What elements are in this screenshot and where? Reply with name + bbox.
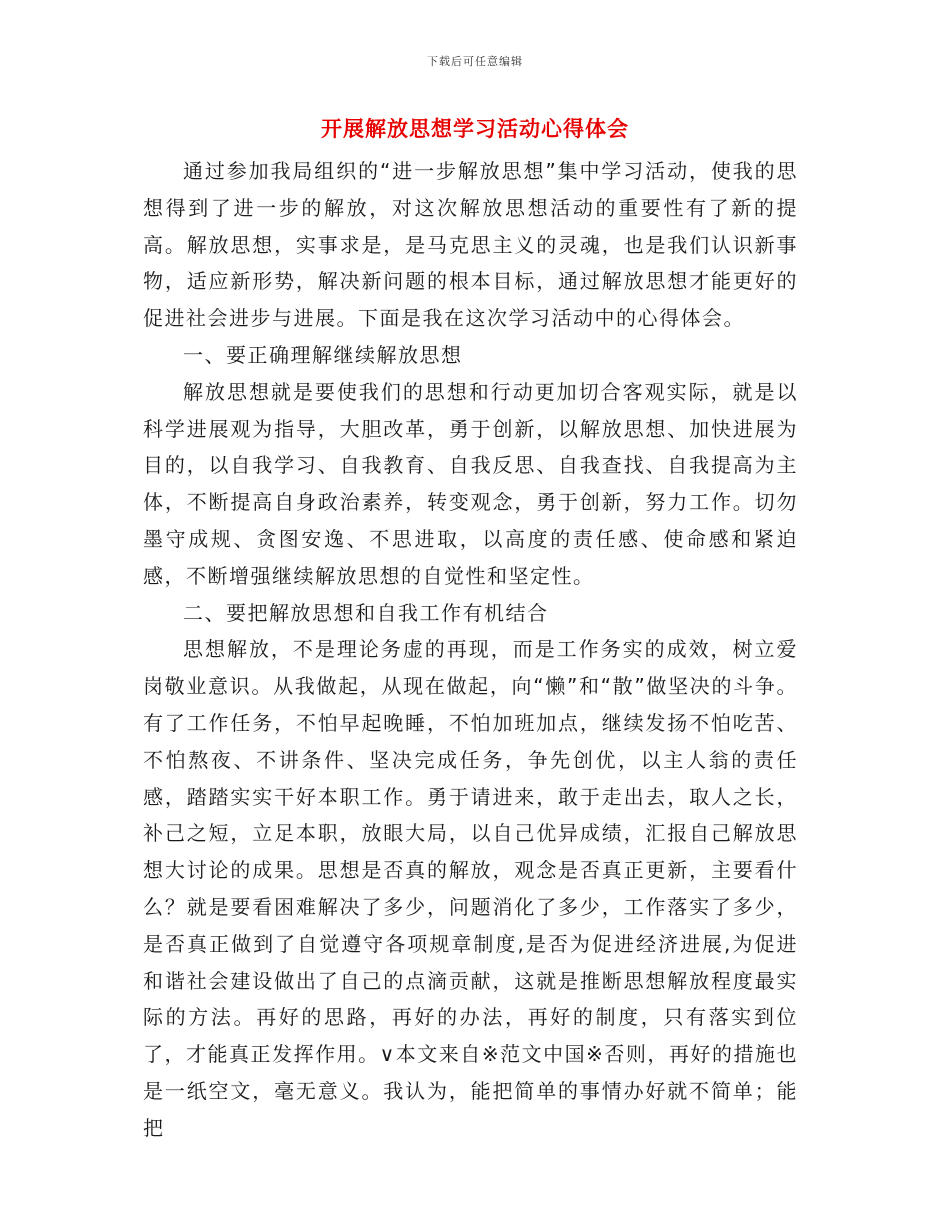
document-body xyxy=(143,153,798,1147)
header-note: 下载后可任意编辑 xyxy=(427,55,523,68)
section-heading-1: 一、要正确理解继续解放思想 xyxy=(183,342,463,367)
body-paragraph-1: 解放思想就是要使我们的思想和行动更加切合客观实际，就是以科学进展观为指导，大胆改革，勇于创新，以解放思想、加快进展为目的，以自我学习、自我教育、自我反思、自我查找、自我提高为主体，不断提高自身政治素养，转变观念，勇于创新，努力工作。切勿墨守成规、贪图安逸、不思进取，以高度的责任感、使命感和紧迫感，不断增强继续解放思想的自觉性和坚定性。 xyxy=(143,379,798,588)
section-heading-2: 二、要把解放思想和自我工作有机结合 xyxy=(183,600,549,625)
body-paragraph-intro: 通过参加我局组织的“进一步解放思想”集中学习活动，使我的思想得到了进一步的解放，对这次解放思想活动的重要性有了新的提高。解放思想，实事求是，是马克思主义的灵魂，也是我们认识新事物，适应新形势，解决新问题的根本目标，通过解放思想才能更好的促进社会进步与进展。下面是我在这次学习活动中的心得体会。 xyxy=(143,159,798,331)
body-paragraph-2: 思想解放，不是理论务虚的再现，而是工作务实的成效，树立爱岗敬业意识。从我做起，从现在做起，向“懒”和“散”做坚决的斗争。有了工作任务，不怕早起晚睡，不怕加班加点，继续发扬不怕吃苦、不怕熬夜、不讲条件、坚决完成任务，争先创优，以主人翁的责任感，踏踏实实干好本职工作。勇于请进来，敢于走出去，取人之长，补己之短，立足本职，放眼大局，以自己优异成绩，汇报自己解放思想大讨论的成果。思想是否真的解放，观念是否真正更新，主要看什么？就是要看困难解决了多少，问题消化了多少，工作落实了多少，是否真正做到了自觉遵守各项规章制度,是否为促进经济进展,为促进和谐社会建设做出了自己的点滴贡献，这就是推断思想解放程度最实际的方法。再好的思路，再好的办法，再好的制度，只有落实到位了，才能真正发挥作用。∨本文来自※范文中国※否则，再好的措施也是一纸空文，毫无意义。我认为，能把简单的事情办好就不简单；能把 xyxy=(143,637,798,1140)
document-title: 开展解放思想学习活动心得体会 xyxy=(321,117,629,141)
